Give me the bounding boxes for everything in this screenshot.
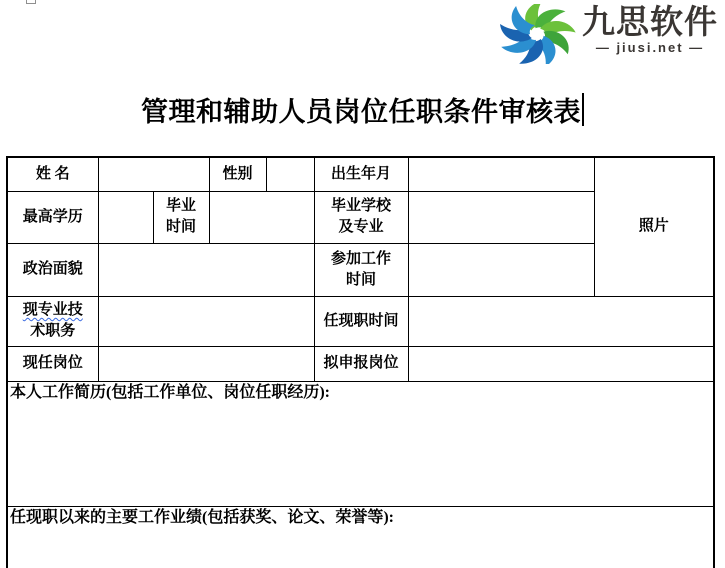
work-start-label-line2: 时间 bbox=[345, 271, 376, 288]
achievements-label: 任现职以来的主要工作业绩(包括获奖、论文、荣誉等): bbox=[10, 508, 394, 526]
graduation-school-label-line1: 毕业学校 bbox=[330, 198, 391, 214]
logo-company-name: 九思软件 bbox=[582, 3, 718, 40]
tech-title-field-cell[interactable] bbox=[98, 296, 314, 346]
name-label: 姓 名 bbox=[7, 157, 98, 191]
proposed-position-label: 拟申报岗位 bbox=[314, 346, 408, 381]
tenure-start-field-cell[interactable] bbox=[408, 296, 714, 346]
row-name bbox=[7, 157, 714, 191]
name-field-cell[interactable] bbox=[98, 157, 209, 191]
work-history-label: 本人工作简历(包括工作单位、岗位任职经历): bbox=[10, 383, 330, 401]
graduation-time-label-line1: 毕业 bbox=[165, 198, 196, 214]
logo-domain: — jiusi.net — bbox=[595, 40, 705, 55]
work-start-field-cell[interactable] bbox=[408, 243, 594, 296]
pinwheel-swirl-icon bbox=[495, 4, 579, 64]
row-tech-title bbox=[7, 296, 714, 346]
row-achievements bbox=[7, 506, 714, 568]
current-position-field-cell[interactable] bbox=[98, 346, 314, 381]
proposed-position-field-cell[interactable] bbox=[408, 346, 714, 381]
graduation-school-label bbox=[314, 191, 408, 243]
highest-education-field-cell[interactable] bbox=[98, 191, 153, 243]
row-work-history bbox=[7, 381, 714, 506]
tech-title-label-line2: 术职务 bbox=[30, 323, 76, 339]
graduation-time-field-cell[interactable] bbox=[209, 191, 314, 243]
logo-text-block bbox=[582, 3, 718, 55]
review-form-table bbox=[6, 156, 715, 568]
jiusi-logo bbox=[495, 3, 718, 64]
work-start-label bbox=[314, 243, 408, 296]
work-history-section-cell[interactable] bbox=[7, 381, 714, 506]
political-status-label: 政治面貌 bbox=[7, 243, 98, 296]
tech-title-label-line1: 现专业技 bbox=[22, 302, 83, 318]
birth-date-field-cell[interactable] bbox=[408, 157, 594, 191]
achievements-section-cell[interactable] bbox=[7, 506, 714, 568]
current-position-label: 现任岗位 bbox=[7, 346, 98, 381]
graduation-time-label bbox=[153, 191, 209, 243]
graduation-school-label-line2: 及专业 bbox=[338, 219, 384, 235]
tenure-start-label: 任现职时间 bbox=[314, 296, 408, 346]
text-cursor bbox=[582, 93, 584, 126]
graduation-school-field-cell[interactable] bbox=[408, 191, 594, 243]
political-status-field-cell[interactable] bbox=[98, 243, 314, 296]
birth-date-label: 出生年月 bbox=[314, 157, 408, 191]
page-title: 管理和辅助人员岗位任职条件审核表 bbox=[141, 97, 581, 127]
row-position bbox=[7, 346, 714, 381]
gender-label: 性别 bbox=[209, 157, 266, 191]
work-start-label-line1: 参加工作 bbox=[330, 250, 391, 267]
photo-label: 照片 bbox=[638, 218, 669, 235]
photo-cell[interactable] bbox=[594, 157, 714, 296]
table-move-handle[interactable] bbox=[26, 0, 36, 4]
title-row bbox=[0, 90, 725, 129]
tech-title-label bbox=[7, 296, 98, 346]
highest-education-label: 最高学历 bbox=[7, 191, 98, 243]
graduation-time-label-line2: 时间 bbox=[165, 219, 196, 235]
gender-field-cell[interactable] bbox=[266, 157, 314, 191]
